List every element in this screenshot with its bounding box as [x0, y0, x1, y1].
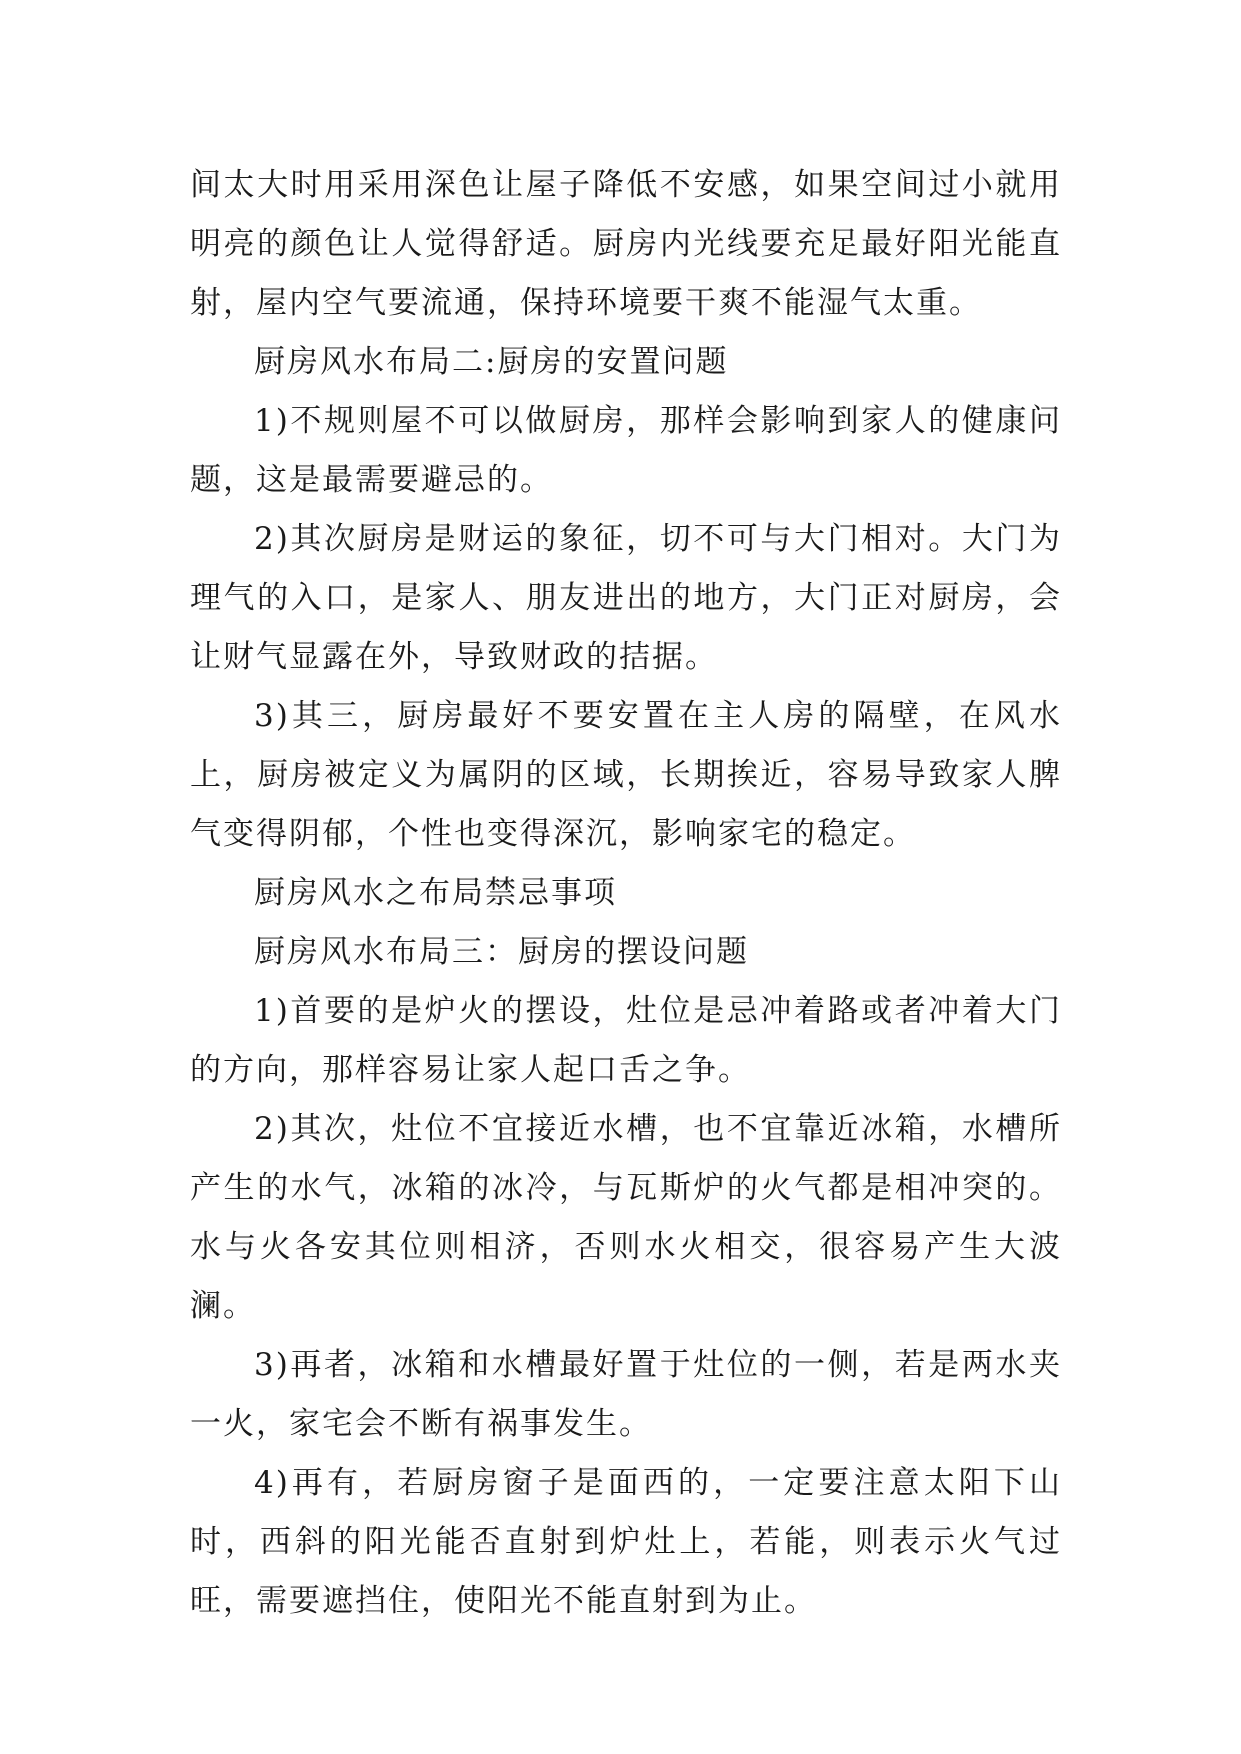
list-item: 2)其次，灶位不宜接近水槽，也不宜靠近冰箱，水槽所产生的水气，冰箱的冰冷，与瓦斯炉的火气都是相冲突的。水与火各安其位则相济，否则水火相交，很容易产生大波澜。 — [190, 1111, 1062, 1324]
section-heading-2: 厨房风水布局二:厨房的安置问题 — [254, 344, 729, 380]
list-item: 1)不规则屋不可以做厨房，那样会影响到家人的健康问题，这是最需要避忌的。 — [190, 403, 1062, 498]
list-item: 3)再者，冰箱和水槽最好置于灶位的一侧，若是两水夹一火，家宅会不断有祸事发生。 — [190, 1347, 1062, 1442]
list-item: 3)其三，厨房最好不要安置在主人房的隔壁，在风水上，厨房被定义为属阴的区域，长期挨近，容易导致家人脾气变得阴郁，个性也变得深沉，影响家宅的稳定。 — [190, 698, 1062, 852]
document-body — [190, 156, 1062, 1631]
section-heading-taboos: 厨房风水之布局禁忌事项 — [254, 875, 617, 911]
list-item: 1)首要的是炉火的摆设，灶位是忌冲着路或者冲着大门的方向，那样容易让家人起口舌之争。 — [190, 993, 1062, 1088]
section-heading-3: 厨房风水布局三：厨房的摆设问题 — [254, 934, 749, 970]
paragraph-continuation: 间太大时用采用深色让屋子降低不安感，如果空间过小就用明亮的颜色让人觉得舒适。厨房内光线要充足最好阳光能直射，屋内空气要流通，保持环境要干爽不能湿气太重。 — [190, 167, 1062, 321]
list-item: 4)再有，若厨房窗子是面西的，一定要注意太阳下山时，西斜的阳光能否直射到炉灶上，若能，则表示火气过旺，需要遮挡住，使阳光不能直射到为止。 — [190, 1465, 1062, 1619]
list-item: 2)其次厨房是财运的象征，切不可与大门相对。大门为理气的入口，是家人、朋友进出的地方，大门正对厨房，会让财气显露在外，导致财政的拮据。 — [190, 521, 1062, 675]
